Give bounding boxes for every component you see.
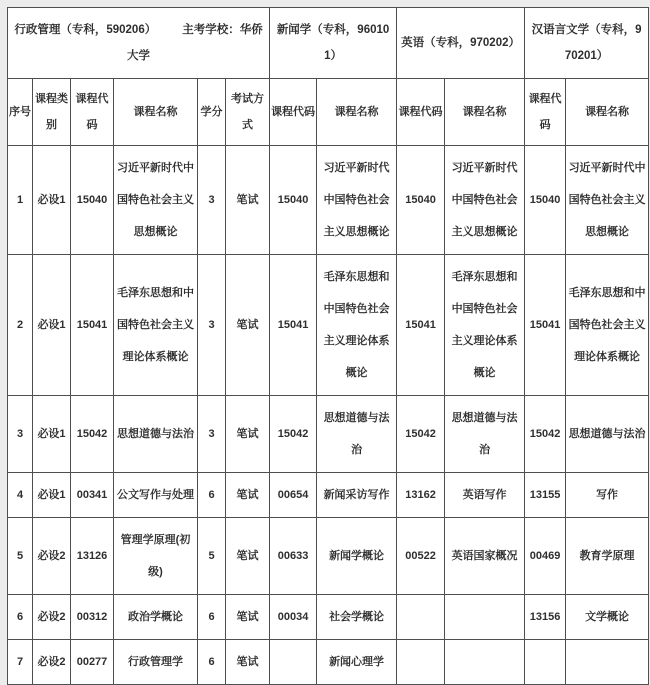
table-cell: 思想道德与法治 bbox=[445, 396, 525, 473]
table-cell: 7 bbox=[8, 640, 33, 685]
table-cell: 00312 bbox=[71, 595, 114, 640]
table-cell: 15042 bbox=[525, 396, 566, 473]
table-cell: 6 bbox=[198, 640, 226, 685]
col-course-code-1: 课程代码 bbox=[71, 79, 114, 146]
table-cell: 5 bbox=[198, 518, 226, 595]
table-cell: 笔试 bbox=[226, 518, 270, 595]
table-cell: 3 bbox=[198, 146, 226, 255]
supervisor-school-label: 主考学校：华侨大学 bbox=[127, 24, 263, 62]
table-cell bbox=[566, 640, 649, 685]
col-seq: 序号 bbox=[8, 79, 33, 146]
course-comparison-table bbox=[7, 7, 649, 685]
table-cell: 笔试 bbox=[226, 255, 270, 396]
table-cell: 00341 bbox=[71, 473, 114, 518]
col-course-name-3: 课程名称 bbox=[445, 79, 525, 146]
table-cell: 毛泽东思想和中国特色社会主义理论体系概论 bbox=[445, 255, 525, 396]
table-cell: 毛泽东思想和中国特色社会主义理论体系概论 bbox=[317, 255, 397, 396]
table-cell: 6 bbox=[8, 595, 33, 640]
table-cell: 笔试 bbox=[226, 396, 270, 473]
table-cell: 13162 bbox=[397, 473, 445, 518]
table-cell: 00469 bbox=[525, 518, 566, 595]
table-cell: 行政管理学 bbox=[114, 640, 198, 685]
table-cell: 15042 bbox=[71, 396, 114, 473]
col-course-name-2: 课程名称 bbox=[317, 79, 397, 146]
table-cell: 15042 bbox=[397, 396, 445, 473]
table-cell: 3 bbox=[8, 396, 33, 473]
table-cell: 13155 bbox=[525, 473, 566, 518]
table-cell bbox=[397, 640, 445, 685]
table-cell: 英语写作 bbox=[445, 473, 525, 518]
table-cell: 6 bbox=[198, 473, 226, 518]
table-cell: 笔试 bbox=[226, 146, 270, 255]
table-cell: 00034 bbox=[270, 595, 317, 640]
table-cell: 必设1 bbox=[33, 396, 71, 473]
table-cell: 笔试 bbox=[226, 473, 270, 518]
major-english-header: 英语（专科，970202） bbox=[397, 8, 525, 79]
major-header-row bbox=[8, 8, 649, 79]
table-cell: 15042 bbox=[270, 396, 317, 473]
table-cell: 必设2 bbox=[33, 640, 71, 685]
col-course-name-4: 课程名称 bbox=[566, 79, 649, 146]
major-journalism-header: 新闻学（专科，960101） bbox=[270, 8, 397, 79]
table-cell: 1 bbox=[8, 146, 33, 255]
table-cell: 5 bbox=[8, 518, 33, 595]
table-cell: 教育学原理 bbox=[566, 518, 649, 595]
col-course-type: 课程类别 bbox=[33, 79, 71, 146]
table-cell: 15040 bbox=[525, 146, 566, 255]
column-header-row bbox=[8, 79, 649, 146]
table-row bbox=[8, 255, 649, 396]
col-exam-method: 考试方式 bbox=[226, 79, 270, 146]
table-cell: 15041 bbox=[525, 255, 566, 396]
col-course-code-4: 课程代码 bbox=[525, 79, 566, 146]
table-cell: 文学概论 bbox=[566, 595, 649, 640]
table-body bbox=[8, 146, 649, 685]
table-cell: 15041 bbox=[71, 255, 114, 396]
table-cell: 写作 bbox=[566, 473, 649, 518]
table-cell: 思想道德与法治 bbox=[114, 396, 198, 473]
table-cell: 笔试 bbox=[226, 640, 270, 685]
table-cell: 必设1 bbox=[33, 473, 71, 518]
major-admin-header bbox=[8, 8, 270, 79]
col-course-code-2: 课程代码 bbox=[270, 79, 317, 146]
col-course-name-1: 课程名称 bbox=[114, 79, 198, 146]
table-cell bbox=[525, 640, 566, 685]
table-cell: 思想道德与法治 bbox=[317, 396, 397, 473]
table-cell: 毛泽东思想和中国特色社会主义理论体系概论 bbox=[114, 255, 198, 396]
table-row bbox=[8, 396, 649, 473]
table-cell: 习近平新时代中国特色社会主义思想概论 bbox=[445, 146, 525, 255]
table-cell: 必设2 bbox=[33, 518, 71, 595]
table-cell: 15041 bbox=[270, 255, 317, 396]
table-cell bbox=[270, 640, 317, 685]
table-cell: 13126 bbox=[71, 518, 114, 595]
table-cell: 新闻采访写作 bbox=[317, 473, 397, 518]
table-cell: 管理学原理(初级) bbox=[114, 518, 198, 595]
table-cell: 公文写作与处理 bbox=[114, 473, 198, 518]
table-row bbox=[8, 595, 649, 640]
table-cell: 15040 bbox=[71, 146, 114, 255]
table-cell bbox=[445, 640, 525, 685]
table-row bbox=[8, 146, 649, 255]
table-cell: 必设1 bbox=[33, 146, 71, 255]
table-cell: 2 bbox=[8, 255, 33, 396]
table-cell: 习近平新时代中国特色社会主义思想概论 bbox=[317, 146, 397, 255]
table-cell: 15040 bbox=[397, 146, 445, 255]
table-cell: 00633 bbox=[270, 518, 317, 595]
table-cell: 3 bbox=[198, 255, 226, 396]
major-chinese-header: 汉语言文学（专科，970201） bbox=[525, 8, 649, 79]
table-cell: 政治学概论 bbox=[114, 595, 198, 640]
table-cell: 新闻心理学 bbox=[317, 640, 397, 685]
table-cell: 笔试 bbox=[226, 595, 270, 640]
table-cell: 3 bbox=[198, 396, 226, 473]
table-cell: 社会学概论 bbox=[317, 595, 397, 640]
table-cell: 英语国家概况 bbox=[445, 518, 525, 595]
col-credits: 学分 bbox=[198, 79, 226, 146]
table-row bbox=[8, 518, 649, 595]
table-cell: 思想道德与法治 bbox=[566, 396, 649, 473]
course-table-sheet bbox=[7, 7, 649, 685]
table-cell: 4 bbox=[8, 473, 33, 518]
table-cell: 毛泽东思想和中国特色社会主义理论体系概论 bbox=[566, 255, 649, 396]
table-cell: 习近平新时代中国特色社会主义思想概论 bbox=[566, 146, 649, 255]
major-admin-label: 行政管理（专科，590206） bbox=[14, 24, 157, 36]
table-head bbox=[8, 8, 649, 146]
table-cell: 习近平新时代中国特色社会主义思想概论 bbox=[114, 146, 198, 255]
col-course-code-3: 课程代码 bbox=[397, 79, 445, 146]
table-row bbox=[8, 473, 649, 518]
table-row bbox=[8, 640, 649, 685]
table-cell: 必设1 bbox=[33, 255, 71, 396]
table-cell: 6 bbox=[198, 595, 226, 640]
table-cell bbox=[445, 595, 525, 640]
table-cell: 15041 bbox=[397, 255, 445, 396]
table-cell: 00277 bbox=[71, 640, 114, 685]
table-cell: 15040 bbox=[270, 146, 317, 255]
table-cell: 必设2 bbox=[33, 595, 71, 640]
table-cell: 13156 bbox=[525, 595, 566, 640]
table-cell: 00522 bbox=[397, 518, 445, 595]
table-cell bbox=[397, 595, 445, 640]
table-cell: 新闻学概论 bbox=[317, 518, 397, 595]
table-cell: 00654 bbox=[270, 473, 317, 518]
